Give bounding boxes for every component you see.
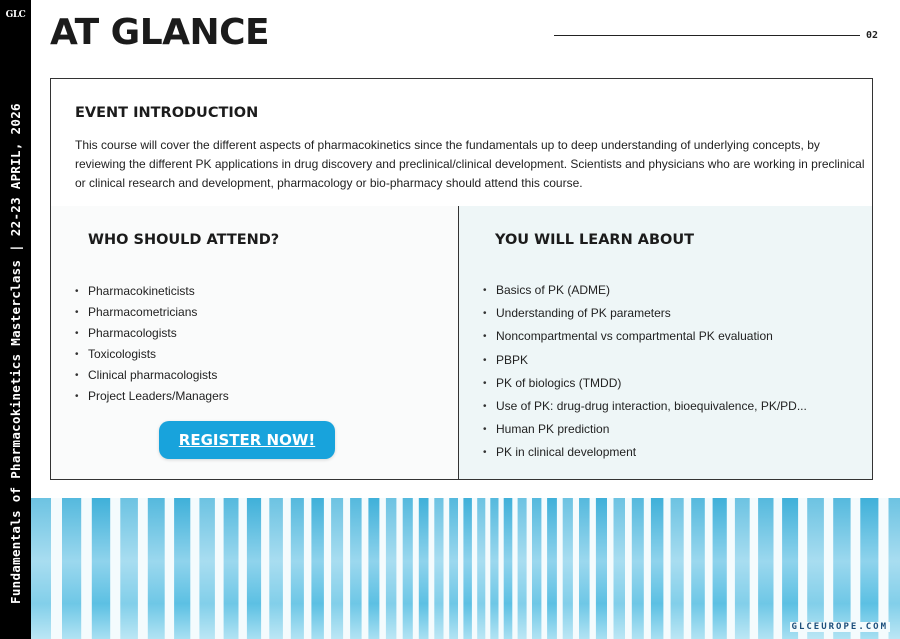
content-frame xyxy=(50,78,873,480)
stripe xyxy=(148,498,165,639)
stripe xyxy=(758,498,773,639)
stripe xyxy=(532,498,541,639)
list-item: • Toxicologists xyxy=(75,344,229,365)
stripe xyxy=(403,498,413,639)
page-number: 02 xyxy=(866,30,879,41)
stripe xyxy=(269,498,283,639)
stripe-graphic xyxy=(31,498,900,639)
glc-logo: GLC xyxy=(5,10,26,20)
stripe xyxy=(199,498,215,639)
list-item: • Use of PK: drug-drug interaction, bioequivalence, PK/PD... xyxy=(483,395,807,418)
stripe xyxy=(311,498,324,639)
list-item: • PK in clinical development xyxy=(483,441,807,464)
stripe xyxy=(419,498,429,639)
you-will-learn-heading: YOU WILL LEARN ABOUT xyxy=(495,232,695,248)
stripe xyxy=(596,498,607,639)
stripe xyxy=(504,498,513,639)
intro-heading: EVENT INTRODUCTION xyxy=(75,105,259,121)
decorative-stripe-banner xyxy=(31,498,900,639)
stripe xyxy=(224,498,239,639)
who-should-attend-panel xyxy=(51,206,459,479)
list-item: • Pharmacometricians xyxy=(75,302,229,323)
side-bar xyxy=(0,0,31,639)
stripe xyxy=(92,498,110,639)
audience-list xyxy=(75,281,229,407)
stripe xyxy=(463,498,472,639)
stripe xyxy=(563,498,573,639)
stripe xyxy=(547,498,557,639)
stripe xyxy=(713,498,727,639)
stripe xyxy=(833,498,850,639)
page-title: AT GLANCE xyxy=(50,12,270,53)
stripe xyxy=(518,498,527,639)
stripe xyxy=(614,498,626,639)
list-item: • PBPK xyxy=(483,349,807,372)
list-item: • Noncompartmental vs compartmental PK evaluation xyxy=(483,325,807,348)
list-item: • PK of biologics (TMDD) xyxy=(483,372,807,395)
stripe xyxy=(247,498,261,639)
stripe xyxy=(31,498,51,639)
stripe xyxy=(860,498,878,639)
stripe xyxy=(632,498,644,639)
stripe xyxy=(691,498,705,639)
stripe xyxy=(477,498,485,639)
stripe xyxy=(386,498,397,639)
stripe xyxy=(350,498,362,639)
stripe xyxy=(62,498,81,639)
stripe xyxy=(331,498,343,639)
stripe xyxy=(651,498,664,639)
register-now-button[interactable]: REGISTER NOW! xyxy=(159,421,335,459)
event-title-vertical: Fundamentals of Pharmacokinetics Masterclass | 22-23 APRIL, 2026 xyxy=(8,103,23,604)
who-should-attend-heading: WHO SHOULD ATTEND? xyxy=(88,232,280,248)
stripe xyxy=(807,498,824,639)
stripe xyxy=(579,498,590,639)
website-url[interactable]: GLCEUROPE.COM xyxy=(791,622,888,632)
stripe xyxy=(174,498,190,639)
event-introduction xyxy=(51,79,872,207)
intro-body: This course will cover the different aspects of pharmacokinetics since the fundamentals up to deep understanding of underlying concepts, by reviewing the different PK applications in drug discovery and preclinical/clinical development. Scientists and physicians who are working in preclinical or clinical research and development, pharmacology or bio-pharmacy should attend this course. xyxy=(75,138,865,190)
stripe xyxy=(434,498,443,639)
list-item: • Pharmacokineticists xyxy=(75,281,229,302)
stripe xyxy=(735,498,750,639)
stripe xyxy=(782,498,798,639)
list-item: • Pharmacologists xyxy=(75,323,229,344)
list-item: • Understanding of PK parameters xyxy=(483,302,807,325)
stripe xyxy=(291,498,304,639)
list-item: • Project Leaders/Managers xyxy=(75,386,229,407)
stripe xyxy=(368,498,379,639)
title-divider xyxy=(554,35,860,36)
list-item: • Basics of PK (ADME) xyxy=(483,279,807,302)
stripe xyxy=(490,498,498,639)
stripe xyxy=(120,498,138,639)
stripe xyxy=(671,498,684,639)
stripe xyxy=(449,498,458,639)
list-item: • Clinical pharmacologists xyxy=(75,365,229,386)
you-will-learn-panel xyxy=(459,206,872,479)
list-item: • Human PK prediction xyxy=(483,418,807,441)
stripe xyxy=(889,498,900,639)
topics-list xyxy=(483,279,807,465)
